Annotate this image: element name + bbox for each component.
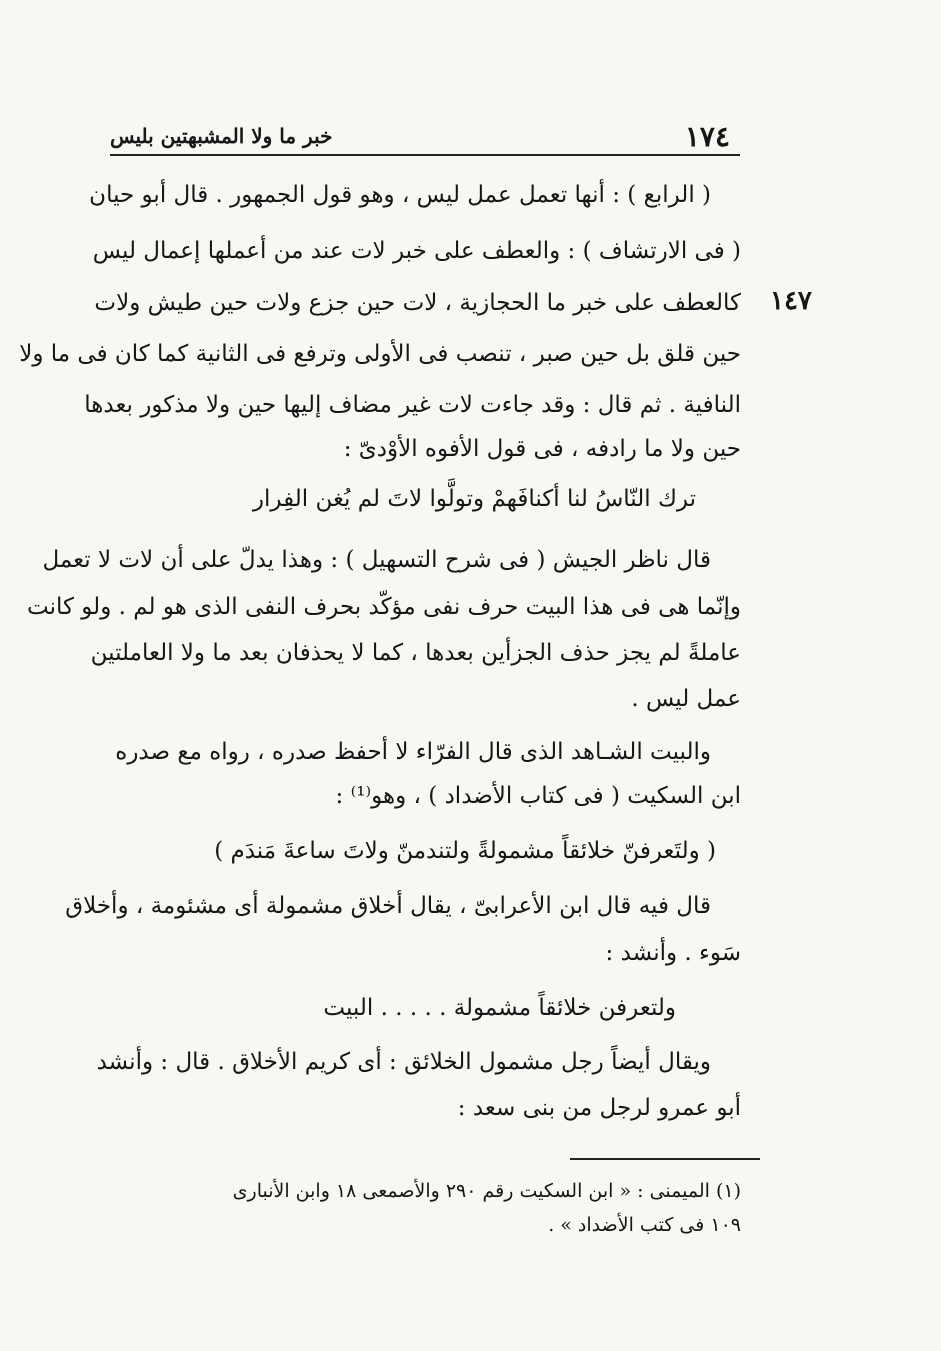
poem-verse: ( ولتَعرفنّ خلائقاً مشمولةً ولتندمنّ ولاتَ ساعةَ مَندَم ): [214, 838, 716, 864]
body-line: ( الرابع ) : أنها تعمل عمل ليس ، وهو قول الجمهور . قال أبو حيان: [89, 182, 711, 208]
body-line: ( فى الارتشاف ) : والعطف على خبر لات عند من أعملها إعمال ليس: [92, 238, 741, 264]
margin-verse-number: ١٤٧: [770, 286, 812, 316]
body-line: قال ناظر الجيش ( فى شرح التسهيل ) : وهذا يدلّ على أن لات لا تعمل: [42, 547, 711, 573]
poem-verse: ترك النّاسُ لنا أكنافَهمْ وتولَّوا لاتَ لم يُغن الفِرار: [252, 486, 696, 512]
body-line: كالعطف على خبر ما الحجازية ، لات حين جزع ولات حين طيش ولات: [94, 290, 741, 316]
body-line: عاملةً لم يجز حذف الجزأين بعدها ، كما لا يحذفان بعد ما ولا العاملتين: [90, 640, 741, 666]
body-line: النافية . ثم قال : وقد جاءت لات غير مضاف إليها حين ولا مذكور بعدها: [84, 392, 741, 418]
running-title: خبر ما ولا المشبهتين بليس: [110, 124, 333, 148]
body-line: عمل ليس .: [631, 686, 741, 712]
body-line: قال فيه قال ابن الأعرابىّ ، يقال أخلاق مشمولة أى مشئومة ، وأخلاق: [65, 893, 711, 919]
footnote-divider: [570, 1158, 760, 1160]
body-line: ابن السكيت ( فى كتاب الأضداد ) ، وهو⁽¹⁾ :: [335, 783, 741, 809]
body-line: والبيت الشـاهد الذى قال الفرّاء لا أحفظ صدره ، رواه مع صدره: [115, 739, 711, 765]
page-header: [110, 120, 740, 156]
body-line: ويقال أيضاً رجل مشمول الخلائق : أى كريم الأخلاق . قال : وأنشد: [96, 1049, 711, 1075]
body-line: حين ولا ما رادفه ، فى قول الأفوه الأوْدىّ :: [343, 436, 741, 462]
body-line: أبو عمرو لرجل من بنى سعد :: [457, 1095, 741, 1121]
page-number: ١٧٤: [684, 120, 730, 153]
footnote-line: ١٠٩ فى كتب الأضداد » .: [548, 1214, 741, 1236]
poem-verse: ولتعرفن خلائقاً مشمولة . . . . . البيت: [323, 995, 676, 1021]
footnote-line: (١) الميمنى : « ابن السكيت رقم ٢٩٠ والأصمعى ١٨ وابن الأنبارى: [232, 1180, 741, 1202]
body-line: حين قلق بل حين صبر ، تنصب فى الأولى وترفع فى الثانية كما كان فى ما ولا: [19, 341, 741, 367]
body-line: وإنّما هى فى هذا البيت حرف نفى مؤكّد بحرف النفى الذى هو لم . ولو كانت: [27, 594, 741, 620]
body-line: سَوء . وأنشد :: [605, 940, 741, 966]
